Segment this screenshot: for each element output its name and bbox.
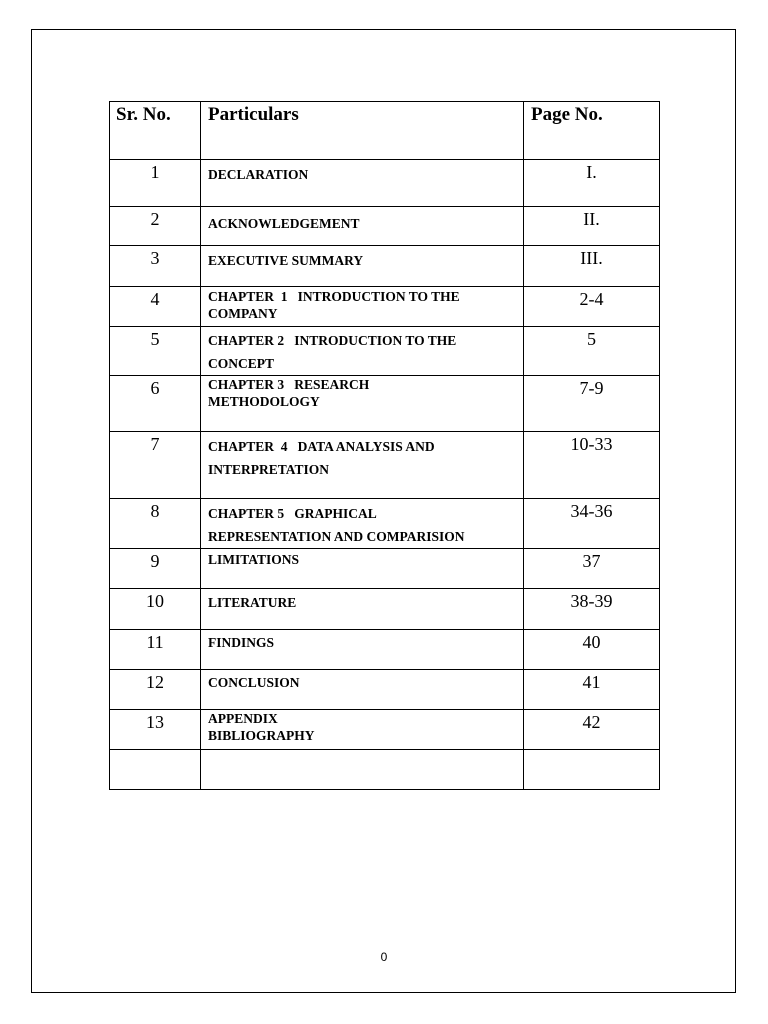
particulars-line: BIBLIOGRAPHY <box>208 728 315 743</box>
table-of-contents <box>109 101 660 790</box>
table-row <box>110 630 660 670</box>
particulars-line: DECLARATION <box>208 167 309 182</box>
row-sr-no: 11 <box>110 630 201 670</box>
row-particulars <box>201 287 524 327</box>
row-page-no: 40 <box>524 630 660 670</box>
row-page-no: 38-39 <box>524 589 660 630</box>
particulars-line: CONCEPT <box>208 356 275 371</box>
row-sr-no: 13 <box>110 710 201 750</box>
row-particulars <box>201 630 524 670</box>
particulars-line: CHAPTER 4 DATA ANALYSIS AND <box>208 439 435 454</box>
row-sr-no <box>110 750 201 790</box>
row-sr-no: 4 <box>110 287 201 327</box>
row-sr-no: 10 <box>110 589 201 630</box>
row-page-no: 42 <box>524 710 660 750</box>
page-number: 0 <box>380 950 388 964</box>
particulars-line: EXECUTIVE SUMMARY <box>208 253 364 268</box>
particulars-line: REPRESENTATION AND COMPARISION <box>208 529 465 544</box>
table-row <box>110 549 660 589</box>
table-row <box>110 207 660 246</box>
particulars-line: COMPANY <box>208 306 278 321</box>
table-row <box>110 499 660 549</box>
header-row <box>110 102 660 160</box>
particulars-line: LIMITATIONS <box>208 552 300 567</box>
table-row <box>110 710 660 750</box>
row-sr-no: 5 <box>110 327 201 376</box>
table-row <box>110 750 660 790</box>
table-row <box>110 160 660 207</box>
row-page-no: 2-4 <box>524 287 660 327</box>
row-sr-no: 8 <box>110 499 201 549</box>
row-particulars <box>201 499 524 549</box>
row-page-no: 7-9 <box>524 376 660 432</box>
toc-body <box>110 160 660 790</box>
row-sr-no: 2 <box>110 207 201 246</box>
row-page-no: 37 <box>524 549 660 589</box>
row-particulars <box>201 750 524 790</box>
row-sr-no: 6 <box>110 376 201 432</box>
row-page-no: I. <box>524 160 660 207</box>
row-particulars <box>201 670 524 710</box>
particulars-line: CHAPTER 1 INTRODUCTION TO THE <box>208 289 460 304</box>
particulars-line: CONCLUSION <box>208 675 300 690</box>
row-page-no <box>524 750 660 790</box>
particulars-line: ACKNOWLEDGEMENT <box>208 216 360 231</box>
row-sr-no: 12 <box>110 670 201 710</box>
row-particulars <box>201 246 524 287</box>
particulars-line: FINDINGS <box>208 635 275 650</box>
header-particulars: Particulars <box>201 102 524 160</box>
row-particulars <box>201 160 524 207</box>
row-particulars <box>201 207 524 246</box>
row-sr-no: 1 <box>110 160 201 207</box>
row-page-no: 34-36 <box>524 499 660 549</box>
table-row <box>110 287 660 327</box>
row-page-no: 41 <box>524 670 660 710</box>
row-sr-no: 3 <box>110 246 201 287</box>
header-sr-no: Sr. No. <box>110 102 201 160</box>
header-page-no: Page No. <box>524 102 660 160</box>
row-particulars <box>201 549 524 589</box>
row-particulars <box>201 589 524 630</box>
row-sr-no: 9 <box>110 549 201 589</box>
particulars-line: METHODOLOGY <box>208 394 320 409</box>
row-particulars <box>201 432 524 499</box>
particulars-line: CHAPTER 2 INTRODUCTION TO THE <box>208 333 457 348</box>
row-page-no: 10-33 <box>524 432 660 499</box>
table-row <box>110 327 660 376</box>
row-particulars <box>201 327 524 376</box>
particulars-line: CHAPTER 3 RESEARCH <box>208 377 370 392</box>
particulars-line: LITERATURE <box>208 595 297 610</box>
table-row <box>110 589 660 630</box>
row-particulars <box>201 376 524 432</box>
table-row <box>110 376 660 432</box>
row-page-no: III. <box>524 246 660 287</box>
particulars-line: APPENDIX <box>208 711 278 726</box>
row-particulars <box>201 710 524 750</box>
table-row <box>110 670 660 710</box>
row-page-no: II. <box>524 207 660 246</box>
particulars-line: INTERPRETATION <box>208 462 330 477</box>
table-row <box>110 432 660 499</box>
row-page-no: 5 <box>524 327 660 376</box>
table-row <box>110 246 660 287</box>
particulars-line: CHAPTER 5 GRAPHICAL <box>208 506 377 521</box>
row-sr-no: 7 <box>110 432 201 499</box>
